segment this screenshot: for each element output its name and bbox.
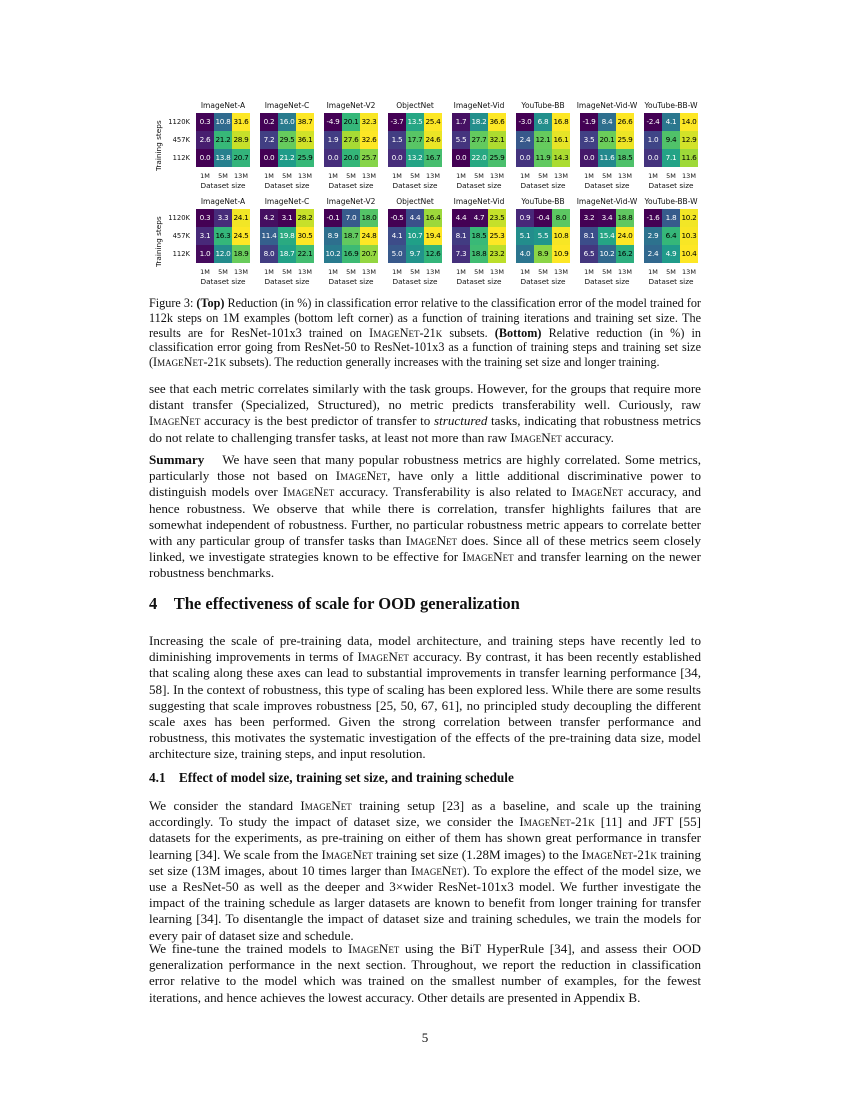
x-tick-label: 1M bbox=[456, 268, 466, 276]
x-tick-label: 13M bbox=[362, 268, 376, 276]
heatmap-title: ImageNet-A bbox=[200, 197, 246, 206]
x-axis-label: Dataset size bbox=[456, 181, 502, 190]
heatmap-cell: 4.1 bbox=[662, 113, 680, 131]
x-axis-label: Dataset size bbox=[264, 181, 310, 190]
heatmap-cell: 36.1 bbox=[296, 131, 314, 149]
heatmap-cell: 13.2 bbox=[406, 149, 424, 167]
paragraph-training-setup: We consider the standard ImageNet training setup [23] as a baseline, and scale up the training accordingly. To study the impact of dataset size, we consider the ImageNet-21k [11] and JFT [55] datasets for the experiments, as pre-training on either of them has shown great performance in transfer learning [34]. We scale from the ImageNet training set size (1.28M images) to the ImageNet-21k training set size (13M images, about 10 times larger than ImageNet). To explore the effect of the model size, we use a ResNet-50 as well as the deeper and 3×wider ResNet-101x3 model. We further investigate the impact of the training schedule as larger datasets are known to benefit from longer training for transfer learning [34]. To disentangle the impact of dataset size and training schedules, we train the models for every pair of dataset size and schedule. bbox=[149, 798, 701, 943]
y-tick-label: 457K bbox=[172, 136, 190, 144]
heatmap-cell: 3.3 bbox=[214, 209, 232, 227]
heatmap-cell: 1.5 bbox=[388, 131, 406, 149]
x-tick-labels bbox=[452, 268, 506, 276]
x-axis-label: Dataset size bbox=[392, 277, 438, 286]
heatmap-title: ImageNet-Vid-W bbox=[576, 101, 638, 110]
x-tick-label: 13M bbox=[682, 268, 696, 276]
heatmap-title: ImageNet-Vid bbox=[453, 197, 505, 206]
heatmap-cell: 6.8 bbox=[534, 113, 552, 131]
y-tick-label: 112K bbox=[172, 154, 190, 162]
x-tick-label: 5M bbox=[282, 172, 292, 180]
x-tick-label: 1M bbox=[520, 268, 530, 276]
heatmap-cell: 10.8 bbox=[214, 113, 232, 131]
heatmap-cell: 10.8 bbox=[552, 227, 570, 245]
page-number: 5 bbox=[421, 1030, 429, 1045]
x-tick-label: 5M bbox=[474, 172, 484, 180]
x-tick-label: 13M bbox=[554, 268, 568, 276]
heatmap-cell: 4.1 bbox=[388, 227, 406, 245]
heatmap-cell: 11.6 bbox=[598, 149, 616, 167]
x-tick-labels bbox=[516, 268, 570, 276]
heatmap-cell: 38.7 bbox=[296, 113, 314, 131]
x-tick-label: 1M bbox=[584, 172, 594, 180]
x-tick-label: 1M bbox=[264, 172, 274, 180]
x-axis-label: Dataset size bbox=[648, 277, 694, 286]
heatmap-cell: 6.5 bbox=[580, 245, 598, 263]
heatmap-title: YouTube-BB-W bbox=[644, 197, 698, 206]
heatmap-cell: 24.5 bbox=[232, 227, 250, 245]
x-tick-label: 13M bbox=[234, 172, 248, 180]
x-axis-label: Dataset size bbox=[328, 181, 374, 190]
heatmap-cell: -0.5 bbox=[388, 209, 406, 227]
x-tick-label: 5M bbox=[474, 268, 484, 276]
y-tick-label: 1120K bbox=[168, 118, 190, 126]
x-tick-label: 5M bbox=[218, 268, 228, 276]
heatmap-cell: 18.0 bbox=[360, 209, 378, 227]
heatmap-grid bbox=[580, 209, 634, 263]
heatmap-cell: 7.2 bbox=[260, 131, 278, 149]
heatmap-cell: 24.1 bbox=[232, 209, 250, 227]
heatmap-cell: 4.9 bbox=[662, 245, 680, 263]
heatmap-cell: 20.1 bbox=[342, 113, 360, 131]
heatmap-cell: 25.3 bbox=[488, 227, 506, 245]
heatmap-title: ImageNet-C bbox=[264, 197, 310, 206]
x-tick-labels bbox=[196, 172, 250, 180]
heatmap-title: ObjectNet bbox=[396, 101, 434, 110]
x-tick-label: 1M bbox=[520, 172, 530, 180]
heatmap-cell: 16.7 bbox=[424, 149, 442, 167]
x-tick-label: 1M bbox=[648, 172, 658, 180]
x-tick-label: 1M bbox=[200, 172, 210, 180]
x-axis-label: Dataset size bbox=[264, 277, 310, 286]
x-axis-label: Dataset size bbox=[584, 277, 630, 286]
heatmap-cell: -1.6 bbox=[644, 209, 662, 227]
heatmap-cell: 20.7 bbox=[232, 149, 250, 167]
heatmap-cell: 31.6 bbox=[232, 113, 250, 131]
heatmap-cell: 3.1 bbox=[278, 209, 296, 227]
heatmap-cell: 12.1 bbox=[534, 131, 552, 149]
heatmap-cell: 0.3 bbox=[196, 113, 214, 131]
heatmap-cell: 1.8 bbox=[662, 209, 680, 227]
heatmap-cell: 28.2 bbox=[296, 209, 314, 227]
x-tick-label: 5M bbox=[602, 172, 612, 180]
heatmap-grid bbox=[452, 113, 506, 167]
section-4-heading: 4 The effectiveness of scale for OOD generalization bbox=[149, 594, 520, 613]
heatmap-cell: 16.4 bbox=[424, 209, 442, 227]
heatmap-cell: 10.4 bbox=[680, 245, 698, 263]
heatmap-cell: 25.9 bbox=[616, 131, 634, 149]
x-tick-labels bbox=[324, 268, 378, 276]
x-tick-labels bbox=[644, 268, 698, 276]
heatmap-cell: 11.6 bbox=[680, 149, 698, 167]
x-tick-label: 5M bbox=[538, 172, 548, 180]
heatmap-grid bbox=[516, 209, 570, 263]
heatmap-cell: 30.5 bbox=[296, 227, 314, 245]
x-tick-label: 5M bbox=[346, 268, 356, 276]
y-tick-labels bbox=[160, 113, 190, 167]
heatmap-cell: 13.8 bbox=[214, 149, 232, 167]
x-axis-label: Dataset size bbox=[200, 277, 246, 286]
heatmap-title: YouTube-BB bbox=[521, 101, 565, 110]
x-tick-labels bbox=[196, 268, 250, 276]
heatmap-cell: 18.2 bbox=[470, 113, 488, 131]
heatmap-cell: 18.9 bbox=[232, 245, 250, 263]
heatmap-grid bbox=[388, 113, 442, 167]
x-tick-label: 5M bbox=[666, 268, 676, 276]
x-tick-labels bbox=[580, 172, 634, 180]
heatmap-cell: 2.4 bbox=[516, 131, 534, 149]
heatmap-cell: -2.4 bbox=[644, 113, 662, 131]
paragraph-metric-correlation: see that each metric correlates similarly with the task groups. However, for the groups that require more distant transfer (Specialized, Structured), no metric predicts transferability well. Curiously, raw ImageNet accuracy is the best predictor of transfer to structured tasks, indicating that robustness metrics do not relate to challenging transfer tasks, at least not more than raw ImageNet accuracy. bbox=[149, 381, 701, 445]
heatmap-grid bbox=[516, 113, 570, 167]
heatmap-cell: 5.5 bbox=[534, 227, 552, 245]
heatmap-cell: 18.5 bbox=[616, 149, 634, 167]
x-axis-label: Dataset size bbox=[520, 277, 566, 286]
x-axis-label: Dataset size bbox=[328, 277, 374, 286]
heatmap-cell: 4.7 bbox=[470, 209, 488, 227]
y-tick-labels bbox=[160, 209, 190, 263]
heatmap-title: YouTube-BB bbox=[521, 197, 565, 206]
x-tick-labels bbox=[260, 268, 314, 276]
paragraph-summary: Summary We have seen that many popular robustness metrics are highly correlated. Some metrics, particularly those not based on ImageNet, have only a little additional discriminative power to distinguish models over ImageNet accuracy. Transferability is also related to ImageNet accuracy, and hence robustness. We observe that while there is correlation, transfer highlights failures that are somewhat independent of robustness. Further, no particular robustness metric appears to correlate better with any particular group of transfer tasks than ImageNet does. Since all of these metrics seem closely linked, we investigate strategies known to be effective for ImageNet and transfer learning on the newer robustness benchmarks. bbox=[149, 452, 702, 581]
heatmap-cell: 16.8 bbox=[552, 113, 570, 131]
heatmap-cell: 5.0 bbox=[388, 245, 406, 263]
heatmap-cell: 25.9 bbox=[488, 149, 506, 167]
heatmap-title: ImageNet-C bbox=[264, 101, 310, 110]
x-tick-labels bbox=[644, 172, 698, 180]
heatmap-cell: 2.6 bbox=[196, 131, 214, 149]
heatmap-cell: 24.8 bbox=[360, 227, 378, 245]
heatmap-cell: 22.0 bbox=[470, 149, 488, 167]
heatmap-cell: 10.2 bbox=[324, 245, 342, 263]
heatmap-cell: 32.6 bbox=[360, 131, 378, 149]
heatmap-cell: 21.2 bbox=[278, 149, 296, 167]
heatmap-cell: 27.7 bbox=[470, 131, 488, 149]
heatmap-cell: 8.9 bbox=[534, 245, 552, 263]
heatmap-title: ObjectNet bbox=[396, 197, 434, 206]
heatmap-cell: 10.2 bbox=[598, 245, 616, 263]
heatmap-title: ImageNet-V2 bbox=[326, 101, 376, 110]
heatmap-cell: 9.4 bbox=[662, 131, 680, 149]
heatmap-cell: 19.8 bbox=[278, 227, 296, 245]
x-tick-label: 1M bbox=[328, 172, 338, 180]
heatmap-cell: 3.1 bbox=[196, 227, 214, 245]
heatmap-cell: 12.0 bbox=[214, 245, 232, 263]
heatmap-cell: 0.0 bbox=[324, 149, 342, 167]
x-tick-label: 5M bbox=[346, 172, 356, 180]
x-tick-label: 5M bbox=[602, 268, 612, 276]
heatmap-cell: 0.0 bbox=[644, 149, 662, 167]
heatmap-cell: 4.4 bbox=[452, 209, 470, 227]
paragraph-fine-tune: We fine-tune the trained models to ImageNet using the BiT HyperRule [34], and assess their OOD generalization performance in the next section. Throughout, we report the reduction in classification error relative to the model which was trained on the smallest number of examples, for the fewest iterations, and hence achieves the lowest accuracy. Other details are presented in Appendix B. bbox=[149, 941, 701, 1005]
heatmap-cell: 16.3 bbox=[214, 227, 232, 245]
heatmap-grid bbox=[260, 209, 314, 263]
heatmap-cell: 0.0 bbox=[388, 149, 406, 167]
x-tick-labels bbox=[388, 172, 442, 180]
heatmap-cell: 1.7 bbox=[452, 113, 470, 131]
x-tick-label: 13M bbox=[298, 172, 312, 180]
heatmap-cell: 19.4 bbox=[424, 227, 442, 245]
heatmap-cell: -3.7 bbox=[388, 113, 406, 131]
x-tick-label: 13M bbox=[362, 172, 376, 180]
y-axis-label: Training steps bbox=[154, 120, 163, 171]
y-tick-label: 112K bbox=[172, 250, 190, 258]
x-tick-label: 1M bbox=[392, 268, 402, 276]
heatmap-cell: 7.0 bbox=[342, 209, 360, 227]
heatmap-cell: 18.8 bbox=[616, 209, 634, 227]
heatmap-cell: 17.7 bbox=[406, 131, 424, 149]
heatmap-cell: 24.6 bbox=[424, 131, 442, 149]
heatmap-cell: 26.6 bbox=[616, 113, 634, 131]
heatmap-cell: 8.0 bbox=[260, 245, 278, 263]
heatmap-cell: 1.0 bbox=[644, 131, 662, 149]
heatmap-cell: 0.9 bbox=[516, 209, 534, 227]
heatmap-cell: 25.7 bbox=[360, 149, 378, 167]
heatmap-cell: -3.0 bbox=[516, 113, 534, 131]
heatmap-cell: 20.1 bbox=[598, 131, 616, 149]
x-tick-label: 13M bbox=[426, 268, 440, 276]
x-tick-label: 13M bbox=[298, 268, 312, 276]
y-tick-label: 1120K bbox=[168, 214, 190, 222]
heatmap-cell: 12.6 bbox=[424, 245, 442, 263]
x-tick-label: 5M bbox=[218, 172, 228, 180]
heatmap-cell: 12.9 bbox=[680, 131, 698, 149]
heatmap-grid bbox=[260, 113, 314, 167]
heatmap-cell: 15.4 bbox=[598, 227, 616, 245]
heatmap-cell: 7.3 bbox=[452, 245, 470, 263]
x-tick-label: 1M bbox=[648, 268, 658, 276]
heatmap-cell: -4.9 bbox=[324, 113, 342, 131]
heatmap-cell: 7.1 bbox=[662, 149, 680, 167]
heatmap-cell: 1.9 bbox=[324, 131, 342, 149]
heatmap-cell: 28.9 bbox=[232, 131, 250, 149]
heatmap-grid bbox=[580, 113, 634, 167]
heatmap-cell: 5.1 bbox=[516, 227, 534, 245]
heatmap-cell: 11.9 bbox=[534, 149, 552, 167]
heatmap-cell: 0.0 bbox=[260, 149, 278, 167]
heatmap-cell: 32.3 bbox=[360, 113, 378, 131]
heatmap-cell: 10.9 bbox=[552, 245, 570, 263]
x-tick-label: 5M bbox=[538, 268, 548, 276]
heatmap-cell: 6.4 bbox=[662, 227, 680, 245]
x-tick-labels bbox=[324, 172, 378, 180]
x-axis-label: Dataset size bbox=[584, 181, 630, 190]
heatmap-cell: 16.9 bbox=[342, 245, 360, 263]
heatmap-title: ImageNet-A bbox=[200, 101, 246, 110]
heatmap-cell: 18.8 bbox=[470, 245, 488, 263]
heatmap-cell: 25.9 bbox=[296, 149, 314, 167]
heatmap-cell: 23.2 bbox=[488, 245, 506, 263]
heatmap-cell: -0.4 bbox=[534, 209, 552, 227]
heatmap-grid bbox=[452, 209, 506, 263]
x-tick-label: 13M bbox=[618, 268, 632, 276]
x-axis-label: Dataset size bbox=[648, 181, 694, 190]
heatmap-cell: 27.6 bbox=[342, 131, 360, 149]
heatmap-cell: 0.0 bbox=[196, 149, 214, 167]
x-tick-label: 1M bbox=[200, 268, 210, 276]
heatmap-cell: 0.2 bbox=[260, 113, 278, 131]
x-axis-label: Dataset size bbox=[456, 277, 502, 286]
heatmap-cell: 11.4 bbox=[260, 227, 278, 245]
x-tick-label: 5M bbox=[666, 172, 676, 180]
x-tick-label: 13M bbox=[554, 172, 568, 180]
heatmap-grid bbox=[388, 209, 442, 263]
x-axis-label: Dataset size bbox=[392, 181, 438, 190]
heatmap-cell: 4.0 bbox=[516, 245, 534, 263]
heatmap-cell: 21.2 bbox=[214, 131, 232, 149]
heatmap-cell: 2.4 bbox=[644, 245, 662, 263]
heatmap-cell: 8.1 bbox=[452, 227, 470, 245]
heatmap-cell: 18.7 bbox=[278, 245, 296, 263]
heatmap-title: ImageNet-Vid bbox=[453, 101, 505, 110]
heatmap-cell: 8.9 bbox=[324, 227, 342, 245]
x-tick-labels bbox=[516, 172, 570, 180]
x-tick-label: 13M bbox=[234, 268, 248, 276]
heatmap-cell: 8.0 bbox=[552, 209, 570, 227]
x-tick-label: 1M bbox=[392, 172, 402, 180]
heatmap-grid bbox=[324, 113, 378, 167]
heatmap-cell: 0.0 bbox=[452, 149, 470, 167]
heatmap-grid bbox=[196, 209, 250, 263]
x-tick-label: 13M bbox=[490, 172, 504, 180]
heatmap-cell: 16.2 bbox=[616, 245, 634, 263]
y-axis-label: Training steps bbox=[154, 216, 163, 267]
heatmap-cell: 13.5 bbox=[406, 113, 424, 131]
heatmap-grid bbox=[196, 113, 250, 167]
x-tick-labels bbox=[580, 268, 634, 276]
heatmap-cell: 9.7 bbox=[406, 245, 424, 263]
heatmap-cell: 0.0 bbox=[516, 149, 534, 167]
heatmap-cell: 3.5 bbox=[580, 131, 598, 149]
heatmap-cell: 22.1 bbox=[296, 245, 314, 263]
heatmap-cell: 10.7 bbox=[406, 227, 424, 245]
heatmap-cell: 1.0 bbox=[196, 245, 214, 263]
heatmap-title: YouTube-BB-W bbox=[644, 101, 698, 110]
x-tick-label: 1M bbox=[264, 268, 274, 276]
heatmap-cell: 20.0 bbox=[342, 149, 360, 167]
section-4-1-heading: 4.1 Effect of model size, training set size, and training schedule bbox=[149, 770, 514, 785]
heatmap-cell: 10.3 bbox=[680, 227, 698, 245]
x-tick-label: 1M bbox=[584, 268, 594, 276]
y-tick-label: 457K bbox=[172, 232, 190, 240]
heatmap-cell: 4.4 bbox=[406, 209, 424, 227]
x-axis-label: Dataset size bbox=[200, 181, 246, 190]
heatmap-grid bbox=[324, 209, 378, 263]
x-tick-labels bbox=[452, 172, 506, 180]
heatmap-cell: 3.4 bbox=[598, 209, 616, 227]
heatmap-cell: 5.5 bbox=[452, 131, 470, 149]
heatmap-cell: 14.3 bbox=[552, 149, 570, 167]
heatmap-cell: 14.0 bbox=[680, 113, 698, 131]
heatmap-cell: 4.2 bbox=[260, 209, 278, 227]
heatmap-cell: 3.2 bbox=[580, 209, 598, 227]
heatmap-cell: 24.0 bbox=[616, 227, 634, 245]
x-tick-labels bbox=[260, 172, 314, 180]
heatmap-grid bbox=[644, 209, 698, 263]
x-tick-label: 5M bbox=[410, 268, 420, 276]
x-tick-label: 13M bbox=[682, 172, 696, 180]
x-axis-label: Dataset size bbox=[520, 181, 566, 190]
heatmap-cell: -1.9 bbox=[580, 113, 598, 131]
heatmap-cell: 29.5 bbox=[278, 131, 296, 149]
x-tick-label: 5M bbox=[282, 268, 292, 276]
heatmap-cell: 16.0 bbox=[278, 113, 296, 131]
heatmap-cell: -0.1 bbox=[324, 209, 342, 227]
heatmap-cell: 10.2 bbox=[680, 209, 698, 227]
heatmap-cell: 32.1 bbox=[488, 131, 506, 149]
heatmap-cell: 20.7 bbox=[360, 245, 378, 263]
heatmap-cell: 2.9 bbox=[644, 227, 662, 245]
heatmap-title: ImageNet-Vid-W bbox=[576, 197, 638, 206]
x-tick-label: 5M bbox=[410, 172, 420, 180]
heatmap-cell: 16.1 bbox=[552, 131, 570, 149]
heatmap-cell: 36.6 bbox=[488, 113, 506, 131]
x-tick-label: 13M bbox=[618, 172, 632, 180]
heatmap-grid bbox=[644, 113, 698, 167]
x-tick-label: 1M bbox=[328, 268, 338, 276]
heatmap-cell: 8.1 bbox=[580, 227, 598, 245]
heatmap-cell: 18.5 bbox=[470, 227, 488, 245]
heatmap-cell: 25.4 bbox=[424, 113, 442, 131]
heatmap-cell: 23.5 bbox=[488, 209, 506, 227]
paragraph-scale-intro: Increasing the scale of pre-training data, model architecture, and training steps have recently led to diminishing improvements in terms of ImageNet accuracy. By contrast, it has been recently established that scaling along these axes can lead to substantial improvements in transfer learning performance [34, 58]. In the context of robustness, this type of scaling has been explored less. While there are some results suggesting that scale improves robustness [25, 50, 67, 61], no principled study decoupling the different scale axes has been performed. Given the strong correlation between transfer performance and robustness, this motivates the systematic investigation of the effects of the pre-training data size, model architecture size, training steps, and input resolution. bbox=[149, 633, 702, 762]
heatmap-cell: 8.4 bbox=[598, 113, 616, 131]
x-tick-label: 1M bbox=[456, 172, 466, 180]
heatmap-cell: 0.3 bbox=[196, 209, 214, 227]
heatmap-cell: 18.7 bbox=[342, 227, 360, 245]
heatmap-cell: 0.0 bbox=[580, 149, 598, 167]
x-tick-label: 13M bbox=[490, 268, 504, 276]
x-tick-label: 13M bbox=[426, 172, 440, 180]
heatmap-title: ImageNet-V2 bbox=[326, 197, 376, 206]
x-tick-labels bbox=[388, 268, 442, 276]
figure-caption: Figure 3: (Top) Reduction (in %) in classification error relative to the classification error of the model trained for 112k steps on 1M examples (bottom left corner) as a function of training iterations and training set size. The results are for ResNet-101x3 trained on ImageNet-21k subsets. (Bottom) Relative reduction (in %) in classification error going from ResNet-50 to ResNet-101x3 as a function of training steps and training set size (ImageNet-21k subsets). The reduction generally increases with the training set size and longer training. bbox=[149, 296, 701, 370]
figure-3-heatmaps bbox=[0, 0, 850, 290]
